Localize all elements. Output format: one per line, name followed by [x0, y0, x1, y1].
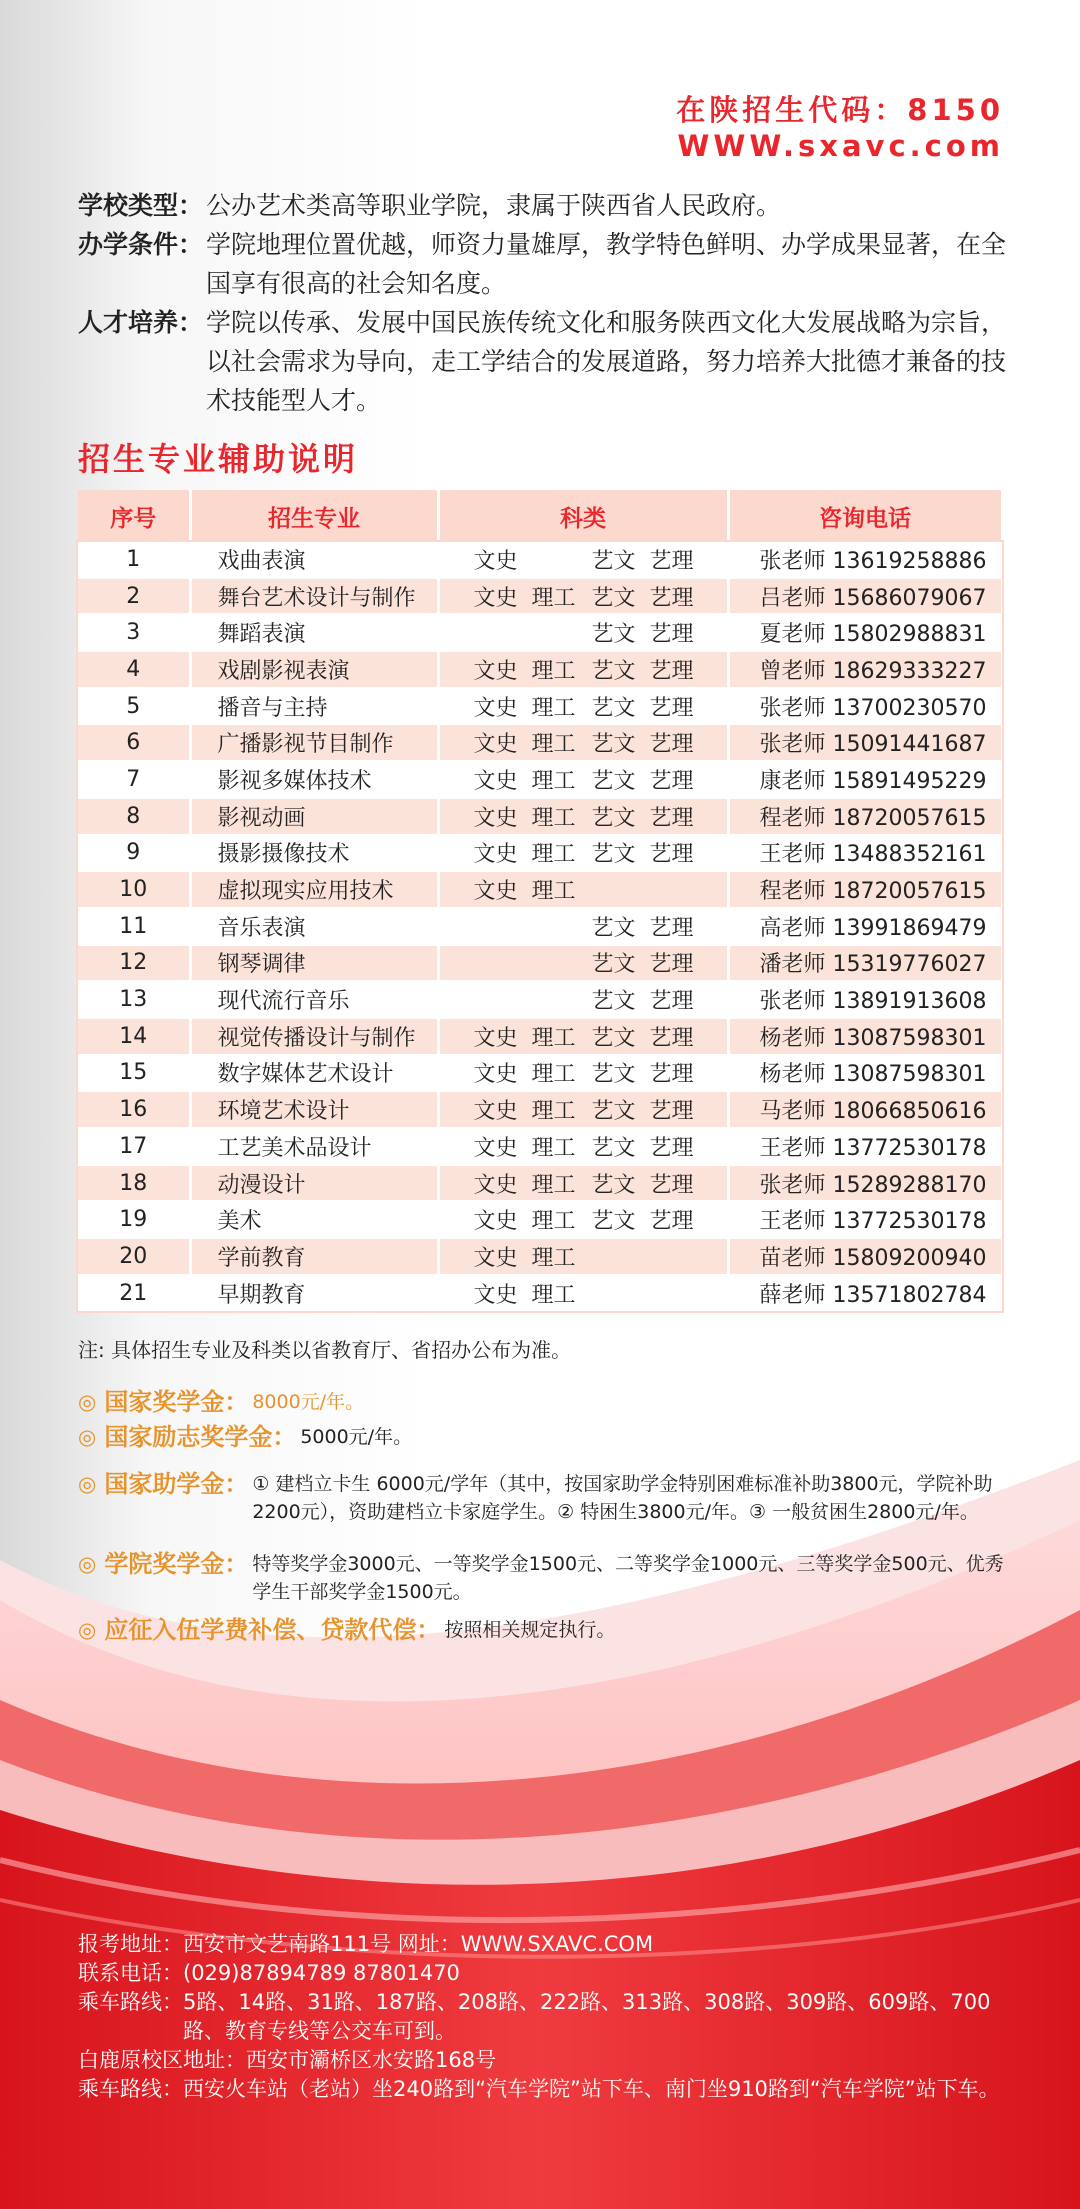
table-body: [78, 542, 1002, 1311]
row-category: [438, 651, 728, 688]
table-row: [78, 945, 1002, 982]
row-major: 播音与主持: [190, 688, 438, 725]
table-row: [78, 1165, 1002, 1202]
category-tag: 文史: [473, 879, 518, 905]
category-tag: 艺文: [591, 695, 636, 721]
scholarship-desc: 8000元/年。: [252, 1391, 365, 1413]
row-major: 摄影摄像技术: [190, 835, 438, 872]
intro-row-training: [78, 303, 1008, 420]
table-row: [78, 1018, 1002, 1055]
category-tag: 艺理: [649, 1062, 694, 1088]
category-tag: 艺文: [591, 1062, 636, 1088]
row-major: 视觉传播设计与制作: [190, 1018, 438, 1055]
footer-row: [78, 2075, 1018, 2104]
row-phone: 王老师 13772530178: [728, 1201, 1002, 1238]
category-tag: 艺理: [649, 915, 694, 941]
scholarship-item: [78, 1423, 1008, 1451]
row-category: [438, 798, 728, 835]
row-major: 现代流行音乐: [190, 981, 438, 1018]
row-major: 美术: [190, 1201, 438, 1238]
category-tag: 理工: [531, 585, 576, 611]
category-tag: 艺理: [649, 989, 694, 1015]
footer-text: 5路、14路、31路、187路、208路、222路、313路、308路、309路、609路、700路、教育专线等公交车可到。: [183, 1990, 991, 2043]
category-tag: 艺文: [591, 658, 636, 684]
category-tag: 理工: [531, 1062, 576, 1088]
row-category: [438, 1018, 728, 1055]
category-tag: 文史: [473, 1025, 518, 1051]
row-index: 4: [78, 651, 190, 688]
row-phone: 程老师 18720057615: [728, 798, 1002, 835]
category-tag: 文史: [473, 1099, 518, 1125]
row-index: 1: [78, 542, 190, 578]
category-tag: 文史: [473, 1282, 518, 1308]
row-category: [438, 1201, 728, 1238]
header-block: [676, 92, 1004, 164]
category-tag: 艺文: [591, 952, 636, 978]
scholarship-desc: 特等奖学金3000元、一等奖学金1500元、二等奖学金1000元、三等奖学金500元、优秀学生干部奖学金1500元。: [252, 1553, 1004, 1603]
circle-bullet-icon: ◎: [78, 1618, 97, 1642]
row-major: 戏剧影视表演: [190, 651, 438, 688]
category-tag: 艺文: [591, 1135, 636, 1161]
row-major: 虚拟现实应用技术: [190, 871, 438, 908]
table-row: [78, 1238, 1002, 1275]
row-phone: 康老师 15891495229: [728, 761, 1002, 798]
enrollment-code: 在陕招生代码：8150: [676, 93, 1004, 127]
scholarship-line: [78, 1470, 1008, 1526]
category-tag: 艺文: [591, 1025, 636, 1051]
contact-footer: [78, 1930, 1018, 2104]
row-phone: 马老师 18066850616: [728, 1091, 1002, 1128]
row-category: [438, 1128, 728, 1165]
category-tag: 艺理: [649, 622, 694, 648]
category-tag: 文史: [473, 1209, 518, 1235]
row-phone: 王老师 13488352161: [728, 835, 1002, 872]
category-tag: 艺理: [649, 695, 694, 721]
row-index: 19: [78, 1201, 190, 1238]
category-tag: 艺理: [649, 805, 694, 831]
footer-row: [78, 1930, 1018, 1959]
intro-text: 公办艺术类高等职业学院，隶属于陕西省人民政府。: [206, 191, 782, 220]
row-major: 数字媒体艺术设计: [190, 1055, 438, 1092]
category-tag: 文史: [473, 585, 518, 611]
table-note: 注: 具体招生专业及科类以省教育厅、省招办公布为准。: [78, 1338, 572, 1362]
row-index: 20: [78, 1238, 190, 1275]
table-row: [78, 1055, 1002, 1092]
scholarship-desc: ① 建档立卡生 6000元/学年（其中，按国家助学金特别困难标准补助3800元，学院补助2200元），资助建档立卡家庭学生。② 特困生3800元/年。③ 一般贫困生2800元/年。: [252, 1473, 993, 1523]
category-tag: 艺文: [591, 1172, 636, 1198]
row-phone: 张老师 15289288170: [728, 1165, 1002, 1202]
category-tag: 理工: [531, 695, 576, 721]
category-tag: 文史: [473, 548, 518, 574]
row-index: 9: [78, 835, 190, 872]
footer-label: 乘车路线：: [78, 2077, 183, 2101]
category-tag: 艺理: [649, 1172, 694, 1198]
category-tag: 理工: [531, 732, 576, 758]
circle-bullet-icon: ◎: [78, 1472, 97, 1496]
table-row: [78, 724, 1002, 761]
row-phone: 吕老师 15686079067: [728, 578, 1002, 615]
category-tag: 文史: [473, 768, 518, 794]
row-index: 21: [78, 1275, 190, 1312]
intro-text: 学院以传承、发展中国民族传统文化和服务陕西文化大发展战略为宗旨，以社会需求为导向，走工学结合的发展道路，努力培养大批德才兼备的技术技能型人才。: [206, 308, 1007, 415]
table-header-row: [78, 490, 1002, 542]
row-index: 17: [78, 1128, 190, 1165]
intro-row-conditions: [78, 225, 1008, 303]
category-tag: 艺文: [591, 805, 636, 831]
category-tag: 理工: [531, 768, 576, 794]
row-major: 学前教育: [190, 1238, 438, 1275]
row-category: [438, 578, 728, 615]
category-tag: 艺理: [649, 952, 694, 978]
scholarship-desc: 5000元/年。: [300, 1426, 413, 1448]
row-category: [438, 614, 728, 651]
category-tag: 理工: [531, 879, 576, 905]
table-row: [78, 614, 1002, 651]
category-tag: 艺理: [649, 1025, 694, 1051]
row-index: 13: [78, 981, 190, 1018]
table-row: [78, 981, 1002, 1018]
majors-table: [78, 490, 1004, 1312]
row-phone: 杨老师 13087598301: [728, 1018, 1002, 1055]
row-index: 11: [78, 908, 190, 945]
row-category: [438, 1275, 728, 1312]
category-tag: 艺理: [649, 1135, 694, 1161]
table-row: [78, 1275, 1002, 1312]
category-tag: 文史: [473, 695, 518, 721]
row-category: [438, 945, 728, 982]
table-row: [78, 798, 1002, 835]
category-tag: 艺文: [591, 732, 636, 758]
row-phone: 苗老师 15809200940: [728, 1238, 1002, 1275]
category-tag: 文史: [473, 1172, 518, 1198]
category-tag: 艺理: [649, 658, 694, 684]
footer-row: [78, 1988, 1018, 2046]
category-tag: 艺理: [649, 1209, 694, 1235]
intro-label: 学校类型：: [78, 191, 204, 220]
scholarship-name: 国家奖学金：: [104, 1388, 249, 1416]
category-tag: 艺理: [649, 768, 694, 794]
category-tag: 理工: [531, 1025, 576, 1051]
table-row: [78, 1128, 1002, 1165]
category-tag: 艺文: [591, 768, 636, 794]
table-row: [78, 1201, 1002, 1238]
category-tag: 艺文: [591, 1099, 636, 1125]
row-phone: 杨老师 13087598301: [728, 1055, 1002, 1092]
scholarship-item: [78, 1388, 1008, 1416]
row-major: 戏曲表演: [190, 542, 438, 578]
table-row: [78, 871, 1002, 908]
row-index: 6: [78, 724, 190, 761]
footer-text: 西安市灞桥区水安路168号: [246, 2048, 497, 2072]
scholarship-line: [78, 1550, 1008, 1606]
footer-text: 西安市文艺南路111号 网址：WWW.SXAVC.COM: [183, 1932, 654, 1956]
row-major: 早期教育: [190, 1275, 438, 1312]
header-index: 序号: [78, 490, 190, 542]
category-tag: 文史: [473, 1245, 518, 1271]
scholarship-name: 应征入伍学费补偿、贷款代偿：: [104, 1616, 441, 1644]
category-tag: 艺理: [649, 585, 694, 611]
row-index: 2: [78, 578, 190, 615]
category-tag: 艺文: [591, 548, 636, 574]
row-category: [438, 1165, 728, 1202]
scholarship-name: 国家助学金：: [104, 1470, 249, 1498]
category-tag: 艺理: [649, 732, 694, 758]
scholarship-item: [78, 1616, 1008, 1644]
table-row: [78, 542, 1002, 578]
scholarship-name: 学院奖学金：: [104, 1550, 249, 1578]
row-index: 18: [78, 1165, 190, 1202]
row-major: 环境艺术设计: [190, 1091, 438, 1128]
footer-label: 联系电话：: [78, 1961, 183, 1985]
row-phone: 薛老师 13571802784: [728, 1275, 1002, 1312]
row-phone: 夏老师 15802988831: [728, 614, 1002, 651]
intro-label: 办学条件：: [78, 230, 204, 259]
category-tag: 文史: [473, 658, 518, 684]
row-index: 7: [78, 761, 190, 798]
row-category: [438, 981, 728, 1018]
row-major: 钢琴调律: [190, 945, 438, 982]
category-tag: 理工: [531, 1172, 576, 1198]
category-tag: 理工: [531, 1282, 576, 1308]
row-category: [438, 835, 728, 872]
school-intro: [78, 186, 1008, 420]
row-major: 舞台艺术设计与制作: [190, 578, 438, 615]
category-tag: 艺文: [591, 585, 636, 611]
website-url[interactable]: WWW.sxavc.com: [677, 129, 1004, 163]
row-major: 舞蹈表演: [190, 614, 438, 651]
row-phone: 张老师 13700230570: [728, 688, 1002, 725]
row-index: 5: [78, 688, 190, 725]
row-category: [438, 724, 728, 761]
row-category: [438, 908, 728, 945]
category-tag: 艺文: [591, 842, 636, 868]
row-index: 15: [78, 1055, 190, 1092]
header-category: 科类: [438, 490, 728, 542]
row-category: [438, 761, 728, 798]
table-row: [78, 688, 1002, 725]
category-tag: 理工: [531, 1209, 576, 1235]
header-phone: 咨询电话: [728, 490, 1002, 542]
row-phone: 张老师 13891913608: [728, 981, 1002, 1018]
table-row: [78, 578, 1002, 615]
row-index: 10: [78, 871, 190, 908]
table-row: [78, 835, 1002, 872]
row-index: 14: [78, 1018, 190, 1055]
footer-label: 报考地址：: [78, 1932, 183, 1956]
scholarship-line: [78, 1423, 1008, 1451]
footer-text: (029)87894789 87801470: [183, 1961, 460, 1985]
header-major: 招生专业: [190, 490, 438, 542]
category-tag: 理工: [531, 1099, 576, 1125]
row-category: [438, 688, 728, 725]
circle-bullet-icon: ◎: [78, 1390, 97, 1414]
circle-bullet-icon: ◎: [78, 1425, 97, 1449]
row-index: 3: [78, 614, 190, 651]
intro-row-type: [78, 186, 1008, 225]
intro-text: 学院地理位置优越，师资力量雄厚，教学特色鲜明、办学成果显著，在全国享有很高的社会知名度。: [206, 230, 1007, 298]
row-category: [438, 871, 728, 908]
row-category: [438, 1238, 728, 1275]
footer-row: [78, 1959, 1018, 1988]
category-tag: 艺理: [649, 842, 694, 868]
row-phone: 曾老师 18629333227: [728, 651, 1002, 688]
row-phone: 程老师 18720057615: [728, 871, 1002, 908]
category-tag: 理工: [531, 805, 576, 831]
row-index: 8: [78, 798, 190, 835]
scholarship-name: 国家励志奖学金：: [104, 1423, 297, 1451]
row-index: 16: [78, 1091, 190, 1128]
intro-label: 人才培养：: [78, 308, 204, 337]
category-tag: 艺文: [591, 1209, 636, 1235]
footer-label: 乘车路线：: [78, 1990, 183, 2014]
category-tag: 艺文: [591, 989, 636, 1015]
row-phone: 王老师 13772530178: [728, 1128, 1002, 1165]
table-row: [78, 1091, 1002, 1128]
table-row: [78, 651, 1002, 688]
scholarship-item: [78, 1470, 1008, 1526]
row-major: 影视多媒体技术: [190, 761, 438, 798]
table-row: [78, 908, 1002, 945]
category-tag: 文史: [473, 732, 518, 758]
table-row: [78, 761, 1002, 798]
category-tag: 理工: [531, 842, 576, 868]
footer-text: 西安火车站（老站）坐240路到“汽车学院”站下车、南门坐910路到“汽车学院”站下车。: [183, 2077, 1000, 2101]
row-major: 动漫设计: [190, 1165, 438, 1202]
footer-row: [78, 2046, 1018, 2075]
scholarship-line: [78, 1388, 1008, 1416]
row-category: [438, 542, 728, 578]
row-category: [438, 1091, 728, 1128]
category-tag: 文史: [473, 1062, 518, 1088]
footer-label: 白鹿原校区地址：: [78, 2048, 246, 2072]
category-tag: 文史: [473, 805, 518, 831]
row-phone: 张老师 13619258886: [728, 542, 1002, 578]
section-title: 招生专业辅助说明: [78, 440, 359, 478]
row-major: 音乐表演: [190, 908, 438, 945]
category-tag: 理工: [531, 1245, 576, 1271]
category-tag: 理工: [531, 658, 576, 684]
row-index: 12: [78, 945, 190, 982]
row-major: 工艺美术品设计: [190, 1128, 438, 1165]
category-tag: 艺理: [649, 548, 694, 574]
row-phone: 高老师 13991869479: [728, 908, 1002, 945]
row-category: [438, 1055, 728, 1092]
row-phone: 潘老师 15319776027: [728, 945, 1002, 982]
circle-bullet-icon: ◎: [78, 1552, 97, 1576]
category-tag: 艺文: [591, 622, 636, 648]
category-tag: 文史: [473, 1135, 518, 1161]
category-tag: 艺理: [649, 1099, 694, 1125]
scholarship-desc: 按照相关规定执行。: [444, 1619, 616, 1641]
category-tag: 文史: [473, 842, 518, 868]
scholarship-item: [78, 1550, 1008, 1606]
row-major: 影视动画: [190, 798, 438, 835]
category-tag: 艺文: [591, 915, 636, 941]
scholarship-line: [78, 1616, 1008, 1644]
row-major: 广播影视节目制作: [190, 724, 438, 761]
row-phone: 张老师 15091441687: [728, 724, 1002, 761]
category-tag: 理工: [531, 1135, 576, 1161]
